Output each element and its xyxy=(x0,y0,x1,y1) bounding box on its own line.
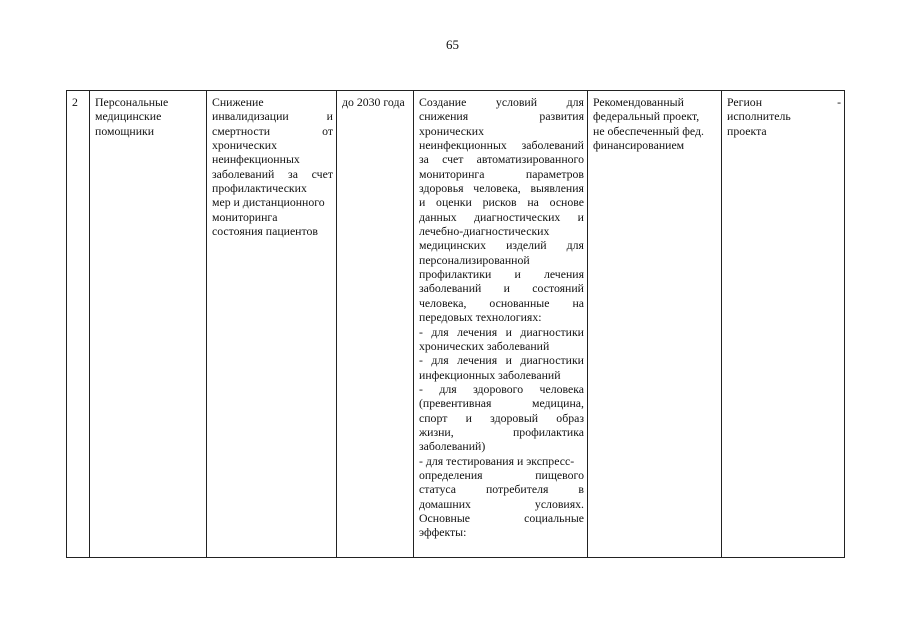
description-line: лечебно-диагностических xyxy=(419,224,550,239)
mechanism-line: не обеспеченный фед. xyxy=(593,123,704,138)
description-line: определения пищевого xyxy=(419,467,584,482)
description-line: за счет автоматизированного xyxy=(419,152,584,167)
description-line: профилактики и лечения xyxy=(419,267,584,282)
description-line: - для тестирования и экспресс- xyxy=(419,453,575,468)
description-line: - для лечения и диагностики xyxy=(419,353,584,368)
goal-line: мер и дистанционного xyxy=(212,195,325,210)
description-line: (превентивная медицина, xyxy=(419,396,584,411)
name-line: медицинские xyxy=(95,109,162,124)
row-number: 2 xyxy=(72,95,78,109)
goal-line: состояния пациентов xyxy=(212,224,318,239)
description-line: домашних условиях. xyxy=(419,496,584,511)
description-line: здоровья человека, выявления xyxy=(419,181,584,196)
goal-line: мониторинга xyxy=(212,209,278,224)
description-line: эффекты: xyxy=(419,525,467,540)
description-line: - для здорового человека xyxy=(419,381,584,396)
goal-line: неинфекционных xyxy=(212,152,300,167)
description-line: мониторинга параметров xyxy=(419,166,584,181)
goal-line: заболеваний за счет xyxy=(212,166,333,181)
goal-line: Снижение xyxy=(212,95,264,109)
executor-line: проекта xyxy=(727,123,767,138)
description-line: жизни, профилактика xyxy=(419,424,584,439)
executor-dash: - xyxy=(837,95,841,109)
cell-executor xyxy=(722,91,845,558)
goal-line: хронических xyxy=(212,138,277,153)
description-line: заболеваний) xyxy=(419,439,486,454)
description-line: медицинских изделий для xyxy=(419,238,584,253)
table-row xyxy=(67,91,845,558)
goal-line: инвалидизации и xyxy=(212,109,333,124)
description-line: хронических заболеваний xyxy=(419,338,550,353)
description-line: человека, основанные на xyxy=(419,295,584,310)
goal-line: профилактических xyxy=(212,181,307,196)
mechanism-line: Рекомендованный xyxy=(593,95,684,109)
description-line: спорт и здоровый образ xyxy=(419,410,584,425)
executor-line: Регион xyxy=(727,95,763,109)
description-line: - для лечения и диагностики xyxy=(419,324,584,339)
cell-description xyxy=(414,91,588,558)
description-line: передовых технологиях: xyxy=(419,310,542,325)
name-line: помощники xyxy=(95,123,155,138)
description-line: Основные социальные xyxy=(419,510,584,525)
name-line: Персональные xyxy=(95,95,169,109)
plan-table xyxy=(66,90,845,558)
description-line: снижения развития xyxy=(419,109,584,124)
page-number: 65 xyxy=(446,37,459,52)
executor-first-line xyxy=(727,95,841,109)
description-line: Создание условий для xyxy=(419,95,584,109)
description-line: хронических xyxy=(419,123,484,138)
mechanism-line: финансированием xyxy=(593,138,685,153)
mechanism-line: федеральный проект, xyxy=(593,109,700,124)
goal-line: смертности от xyxy=(212,123,333,138)
executor-line: исполнитель xyxy=(727,109,791,124)
cell-number xyxy=(67,91,90,558)
cell-implementation-mechanism xyxy=(588,91,722,558)
description-line: статуса потребителя в xyxy=(419,482,584,497)
description-line: данных диагностических и xyxy=(419,209,584,224)
description-line: и оценки рисков на основе xyxy=(419,195,584,210)
description-line: инфекционных заболеваний xyxy=(419,367,561,382)
description-line: заболеваний и состояний xyxy=(419,281,584,296)
description-line: персонализированной xyxy=(419,252,530,267)
deadline-text: до 2030 года xyxy=(342,95,405,109)
description-line: неинфекционных заболеваний xyxy=(419,138,584,153)
cell-project-name xyxy=(90,91,207,558)
cell-deadline xyxy=(337,91,414,558)
cell-goal xyxy=(207,91,337,558)
